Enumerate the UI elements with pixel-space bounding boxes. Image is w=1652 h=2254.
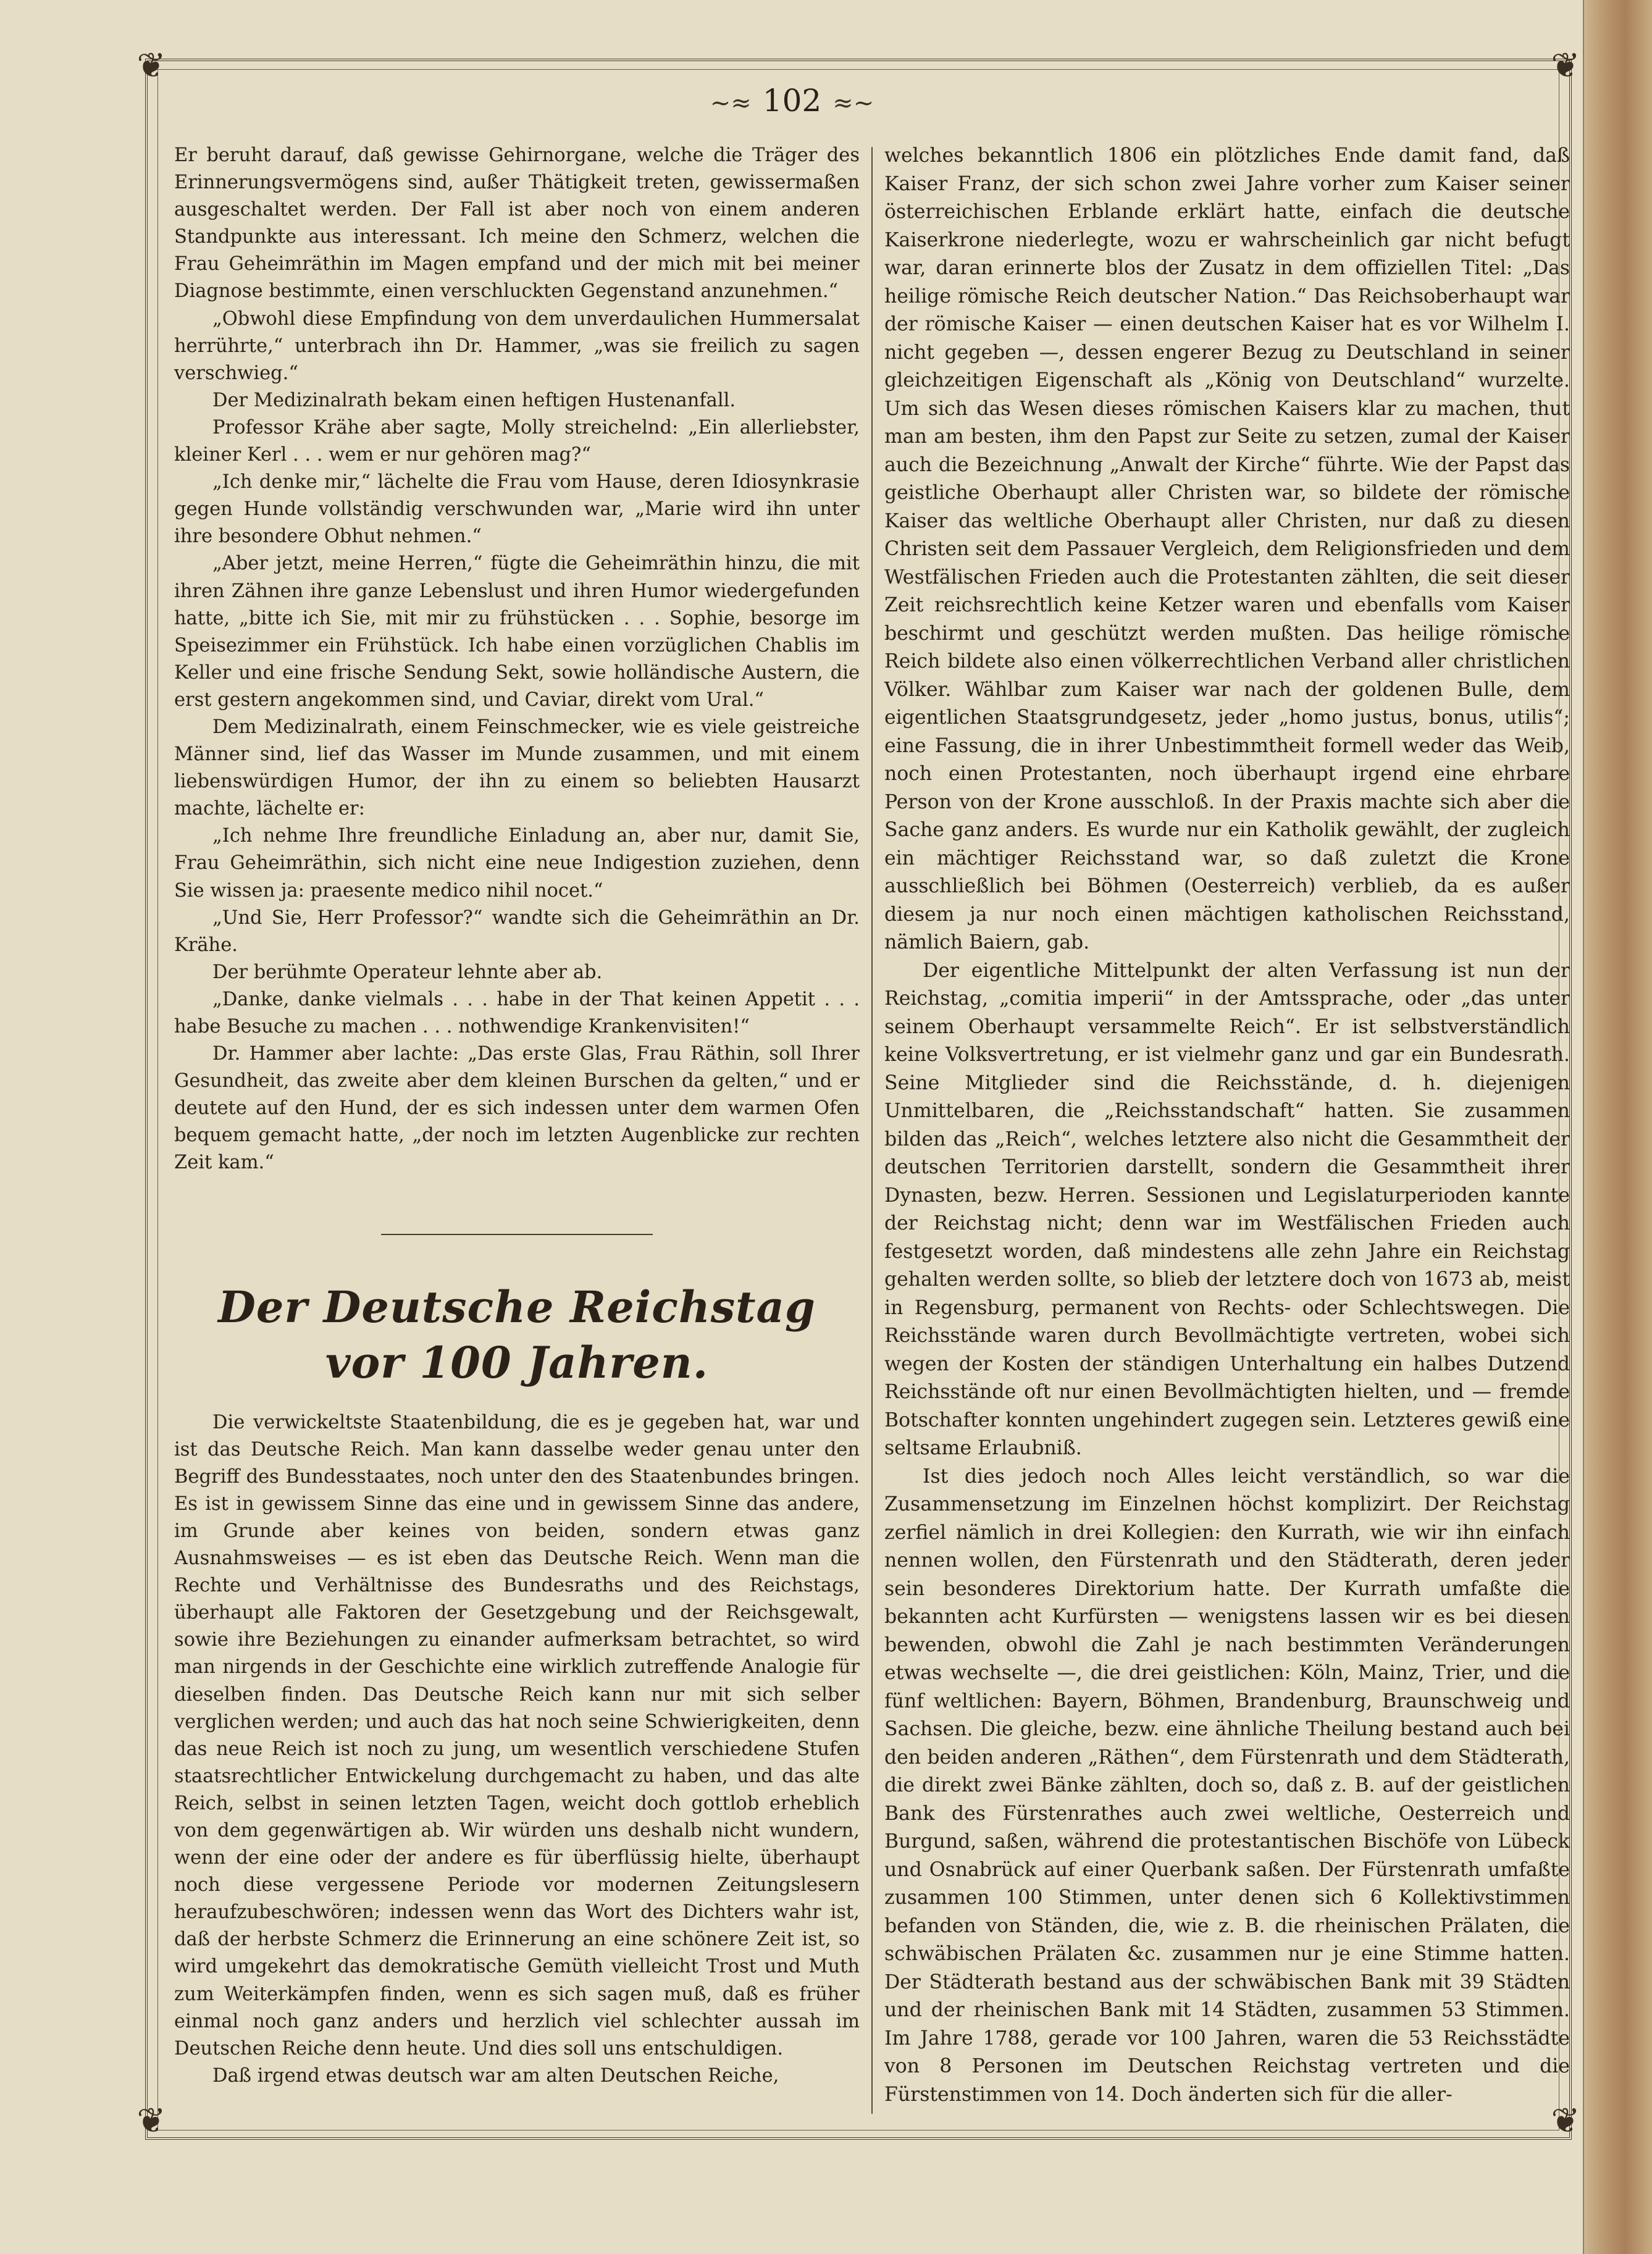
story-paragraph: „Aber jetzt, meine Herren,“ fügte die Geheimräthin hinzu, die mit ihren Zähnen ihre ganze Lebenslust und ihren Humor wiedergefunden hatte, „bitte ich Sie, mit mir zu frühstücken . . . Sophie, besorge im Speisezimmer ein Frühstück. Ich habe einen vorzüglichen Chablis im Keller und eine frische Sendung Sekt, sowie holländische Austern, die erst gestern angekommen sind, und Caviar, direkt vom Ural.“ — [174, 553, 860, 711]
column-rule — [871, 147, 873, 2114]
article-paragraph: Ist dies jedoch noch Alles leicht verständlich, so war die Zusammensetzung im Einzelnen höchst komplizirt. Der Reichstag zerfiel nämlich in drei Kollegien: den Kurrath, wie wir ihn einfach nennen wollen, den Fürstenrath und den Städterath, deren jeder sein besonderes Direktorium hatte. Der Kurrath umfaßte die bekannten acht Kurfürsten — wenigstens lassen wir es bei diesen bewenden, obwohl die Zahl je nach bestimmten Veränderungen etwas wechselte —, die drei geistlichen: Köln, Mainz, Trier, und die fünf weltlichen: Bayern, Böhmen, Brandenburg, Braunschweig und Sachsen. Die gleiche, bezw. eine ähnliche Theilung bestand auch bei den beiden anderen „Räthen“, dem Fürstenrath und dem Städterath, die direkt zwei Bänke zählten, doch so, daß z. B. auf der geistlichen Bank des Fürstenrathes auch zwei weltliche, Oesterreich und Burgund, saßen, während die protestantischen Bischöfe von Lübeck und Osnabrück auf einer Querbank saßen. Der Fürstenrath umfaßte zusammen 100 Stimmen, unter denen sich 6 Kollektivstimmen befanden von Ständen, die, wie z. B. die rheinischen Prälaten, die schwäbischen Prälaten &c. zusammen nur je eine Stimme hatten. Der Städterath bestand aus der schwäbischen Bank mit 39 Städten und der rheinischen Bank mit 14 Städten, zusammen 53 Stimmen. Im Jahre 1788, gerade vor 100 Jahren, waren die 53 Reichsstädte von 8 Personen im Deutschen Reichstag vertreten und die Fürstenstimmen von 14. Doch änderten sich für die aller- — [884, 1465, 1570, 2106]
story-paragraph: „Obwohl diese Empfindung von dem unverdaulichen Hummersalat herrührte,“ unterbrach ihn Dr. Hammer, „was sie freilich zu sagen verschwieg.“ — [174, 308, 860, 384]
story-paragraph: Dr. Hammer aber lachte: „Das erste Glas, Frau Räthin, soll Ihrer Gesundheit, das zweite aber dem kleinen Burschen da gelten,“ und er deutete auf den Hund, der es sich indessen unter dem warmen Ofen bequem gemacht hatte, „der noch im letzten Augenblicke zur rechten Zeit kam.“ — [174, 1043, 860, 1174]
story-paragraph: „Danke, danke vielmals . . . habe in der That keinen Appetit . . . habe Besuche zu machen . . . nothwendige Krankenvisiten!“ — [174, 988, 860, 1037]
section-divider — [381, 1234, 653, 1235]
swash-left-icon: ~≈ — [710, 89, 752, 117]
article-paragraph: welches bekanntlich 1806 ein plötzliches Ende damit fand, daß Kaiser Franz, der sich schon zwei Jahre vorher zum Kaiser seiner österreichischen Erblande erklärt hatte, einfach die deutsche Kaiserkrone niederlegte, wozu er wahrscheinlich gar nicht befugt war, daran erinnerte blos der Zusatz in dem offiziellen Titel: „Das heilige römische Reich deutscher Nation.“ Das Reichsoberhaupt war der römische Kaiser — einen deutschen Kaiser hat es vor Wilhelm I. nicht gegeben —, dessen engerer Bezug zu Deutschland in seiner gleichzeitigen Eigenschaft als „König von Deutschland“ wurzelte. Um sich das Wesen dieses römischen Kaisers klar zu machen, thut man am besten, ihm den Papst zur Seite zu setzen, zumal der Kaiser auch die Bezeichnung „Anwalt der Kirche“ führte. Wie der Papst das geistliche Oberhaupt aller Christen war, so bildete der römische Kaiser das weltliche Oberhaupt aller Christen, nur daß zu diesen Christen seit dem Passauer Vergleich, dem Religionsfrieden und dem Westfälischen Frieden auch die Protestanten zählten, die seit dieser Zeit reichsrechtlich keine Ketzer waren und ebenfalls vom Kaiser beschirmt und geschützt werden mußten. Das heilige römische Reich bildete also einen völkerrechtlichen Verband aller christlichen Völker. Wählbar zum Kaiser war nach der goldenen Bulle, dem eigentlichen Staatsgrundgesetz, jeder „homo justus, bonus, utilis“; eine Fassung, die in ihrer Unbestimmtheit formell weder das Weib, noch einen Protestanten, noch überhaupt irgend eine ehrbare Person von der Krone ausschloß. In der Praxis machte sich aber die Sache ganz anders. Es wurde nur ein Katholik gewählt, der zugleich ein mächtiger Reichsstand war, so daß zuletzt die Krone ausschließlich bei Böhmen (Oesterreich) verblieb, da es außer diesem ja nur noch einen mächtigen katholischen Reichsstand, nämlich Baiern, gab. — [884, 145, 1570, 953]
story-paragraph: „Ich nehme Ihre freundliche Einladung an, aber nur, damit Sie, Frau Geheimräthin, sich nicht eine neue Indigestion zuziehen, denn Sie wissen ja: praesente medico nihil nocet.“ — [174, 825, 860, 902]
page-number: 102 — [762, 83, 822, 119]
story-paragraph: Er beruht darauf, daß gewisse Gehirnorgane, welche die Träger des Erinnerungsvermögens sind, außer Thätigkeit treten, gewissermaßen ausgeschaltet werden. Der Fall ist aber noch von einem anderen Standpunkte aus interessant. Ich meine den Schmerz, welchen die Frau Geheimräthin im Magen empfand und der mich mit bei meiner Diagnose bestimmte, einen verschluckten Gegenstand anzunehmen.“ — [174, 145, 860, 303]
corner-ornament-icon: ❦ — [136, 46, 166, 86]
article-paragraph: Die verwickeltste Staatenbildung, die es je gegeben hat, war und ist das Deutsche Reich. Man kann dasselbe weder genau unter den Begriff des Bundesstaates, noch unter den des Staatenbundes bringen. Es ist in gewissem Sinne das eine und in gewissem Sinne das andere, im Grunde aber keines von beiden, sondern etwas ganz Ausnahmsweises — es ist eben das Deutsche Reich. Wenn man die Rechte und Verhältnisse des Bundesraths und des Reichstags, überhaupt alle Faktoren der Gesetzgebung und der Reichsgewalt, sowie ihre Beziehungen zu einander aufmerksam betrachtet, so wird man nirgends in der Geschichte eine wirklich zutreffende Analogie für dieselben finden. Das Deutsche Reich kann nur mit sich selber verglichen werden; und auch das hat noch seine Schwierigkeiten, denn das neue Reich ist noch zu jung, um wesentlich verschiedene Stufen staatsrechtlicher Entwickelung durchgemacht zu haben, und das alte Reich, selbst in seinen letzten Tagen, weicht doch gottlob erheblich von dem gegenwärtigen ab. Wir würden uns deshalb nicht wundern, wenn der eine oder der andere es für überflüssig hielte, überhaupt noch diese vergessene Periode vor modernen Zeitungslesern heraufzubeschwören; indessen wenn das Wort des Dichters wahr ist, daß der herbste Schmerz die Erinnerung an eine schönere Zeit ist, so wird umgekehrt das demokratische Gemüth vielleicht Trost und Muth zum Weiterkämpfen finden, wenn es sich sagen muß, daß es früher einmal noch ganz anders und herzlich viel schlechter aussah im Deutschen Reiche denn heute. Und dies soll uns entschuldigen. — [174, 1411, 860, 2059]
article-title: Der Deutsche Reichstag vor 100 Jahren. — [218, 1281, 816, 1388]
article-paragraph: Daß irgend etwas deutsch war am alten Deutschen Reiche, — [212, 2064, 779, 2087]
right-column — [884, 142, 1570, 2109]
story-paragraph: Der Medizinalrath bekam einen heftigen Hustenanfall. — [212, 389, 736, 411]
swash-right-icon: ≈~ — [832, 89, 874, 117]
story-paragraph: Professor Krähe aber sagte, Molly streichelnd: „Ein allerliebster, kleiner Kerl . . . wem er nur gehören mag?“ — [174, 416, 860, 466]
story-paragraph: Der berühmte Operateur lehnte aber ab. — [212, 961, 603, 983]
story-paragraph: „Ich denke mir,“ lächelte die Frau vom Hause, deren Idiosynkrasie gegen Hunde vollständig verschwunden war, „Marie wird ihn unter ihre besondere Obhut nehmen.“ — [174, 471, 860, 548]
corner-ornament-icon: ❦ — [1551, 46, 1580, 86]
page-header — [0, 73, 1584, 128]
book-binding-edge — [1583, 0, 1652, 2254]
story-paragraph: Dem Medizinalrath, einem Feinschmecker, wie es viele geistreiche Männer sind, lief das Wasser im Munde zusammen, und mit einem liebenswürdigen Humor, der ihn zu einem so beliebten Hausarzt machte, lächelte er: — [174, 716, 860, 820]
story-paragraph: „Und Sie, Herr Professor?“ wandte sich die Geheimräthin an Dr. Krähe. — [174, 907, 860, 956]
article-paragraph: Der eigentliche Mittelpunkt der alten Verfassung ist nun der Reichstag, „comitia imperii“ in der Amtssprache, oder „das unter seinem Oberhaupt versammelte Reich“. Er ist selbstverständlich keine Volksvertretung, er ist vielmehr ganz und gar ein Bundesrath. Seine Mitglieder sind die Reichsstände, d. h. diejenigen Unmittelbaren, die „Reichsstandschaft“ hatten. Sie zusammen bilden das „Reich“, welches letztere also nicht die Gesammtheit der deutschen Territorien darstellt, sondern die Gesammtheit ihrer Dynasten, bezw. Herren. Sessionen und Legislaturperioden kannte der Reichstag nicht; denn war im Westfälischen Frieden auch festgesetzt worden, daß mindestens alle zehn Jahre ein Reichstag gehalten werden sollte, so blieb der letztere doch von 1673 ab, meist in Regensburg, permanent von Rechts- oder Schlechtswegen. Die Reichsstände waren durch Bevollmächtigte vertreten, wobei sich wegen der Kosten der ständigen Unterhaltung ein halbes Dutzend Reichsstände oft nur einen Bevollmächtigten hielten, und — fremde Botschafter konnten ungehindert zugegen sein. Letzteres gewiß eine seltsame Erlaubniß. — [884, 959, 1570, 1459]
corner-ornament-icon: ❦ — [136, 2101, 166, 2141]
corner-ornament-icon: ❦ — [1551, 2101, 1580, 2141]
left-column — [174, 142, 860, 2090]
